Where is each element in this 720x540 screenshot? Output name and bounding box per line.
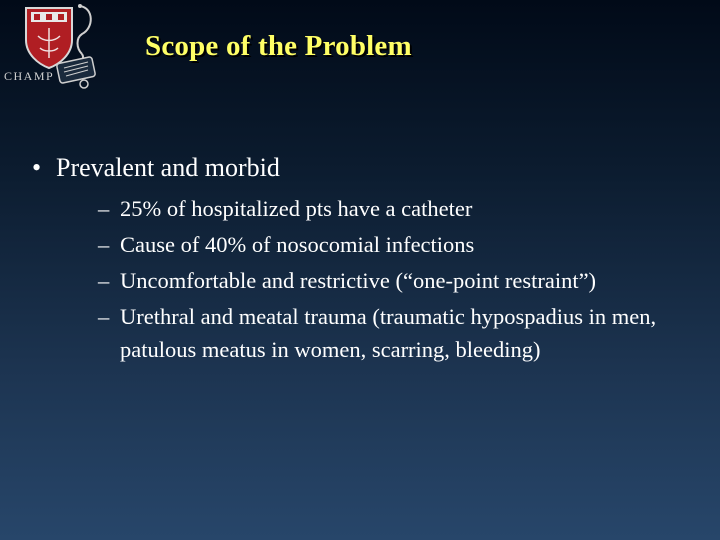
- sub-bullet-item: [98, 192, 692, 225]
- slide-title: Scope of the Problem: [145, 30, 412, 62]
- dash-marker: –: [98, 232, 110, 257]
- bullet-item: [32, 150, 692, 186]
- shield-crest-icon: [26, 8, 72, 68]
- champ-logo: [2, 2, 102, 90]
- dash-marker: –: [98, 268, 110, 293]
- sub-bullet-text: Urethral and meatal trauma (traumatic hypospadius in men, patulous meatus in women, scarring, bleeding): [120, 304, 657, 362]
- dash-marker: –: [98, 304, 110, 329]
- sub-bullet-text: Cause of 40% of nosocomial infections: [120, 232, 475, 257]
- dash-marker: –: [98, 196, 110, 221]
- sub-bullet-text: 25% of hospitalized pts have a catheter: [120, 196, 473, 221]
- bullet-marker: •: [32, 153, 42, 182]
- stethoscope-icon: [72, 4, 91, 65]
- sub-bullet-item: [98, 264, 692, 297]
- bullet-text: Prevalent and morbid: [56, 153, 280, 182]
- sub-bullet-item: [98, 228, 692, 261]
- bullet-list: [32, 150, 692, 369]
- sub-bullet-list: [98, 192, 692, 366]
- sub-bullet-text: Uncomfortable and restrictive (“one-point restraint”): [120, 268, 597, 293]
- sub-bullet-item: [98, 300, 692, 366]
- logo-wordmark: CHAMP: [4, 69, 55, 83]
